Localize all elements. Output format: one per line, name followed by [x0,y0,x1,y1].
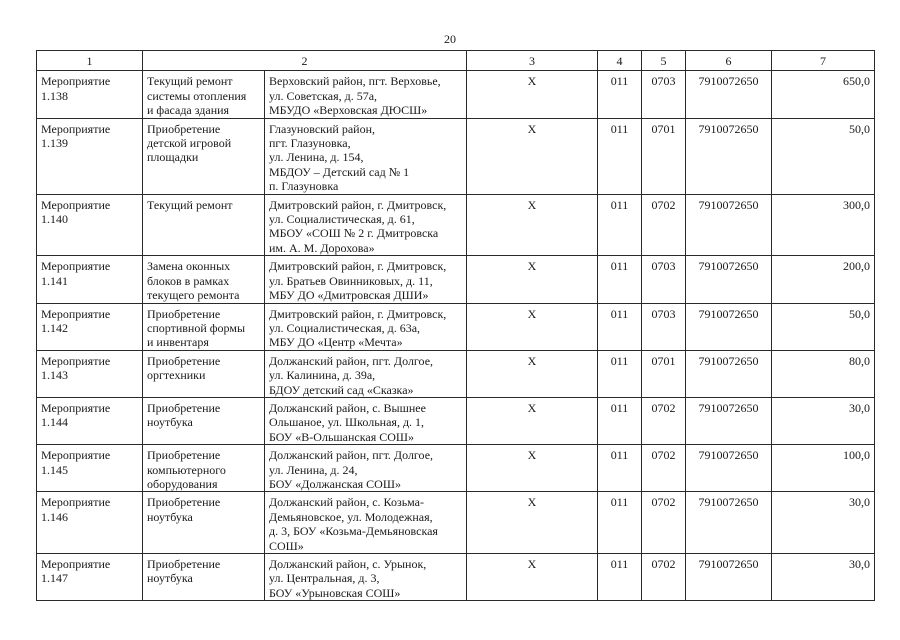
amount-cell: 30,0 [772,397,875,444]
col6-cell: 7910072650 [686,118,772,194]
header-cell-6: 6 [686,51,772,71]
col4-cell: 011 [598,303,642,350]
table-row [37,350,875,397]
address-cell-line: Глазуновский район, [269,121,376,136]
page-number: 20 [444,32,456,46]
col3-cell: X [467,194,598,256]
col5-cell: 0703 [642,303,686,350]
event-cell-line: 1.145 [41,462,68,477]
col5-cell: 0702 [642,492,686,554]
event-cell-line: 1.140 [41,212,68,227]
table-row [37,554,875,601]
col6-cell: 7910072650 [686,303,772,350]
address-cell-line: Должанский район, пгт. Долгое, [269,448,434,463]
amount-cell: 30,0 [772,492,875,554]
event-cell [37,445,143,492]
address-cell-line: БОУ «Урыновская СОШ» [269,585,401,600]
name-cell-line: Приобретение [147,448,221,463]
name-cell-line: и фасада здания [147,103,230,118]
event-cell-line: Мероприятие [41,74,111,89]
col4-cell: 011 [598,445,642,492]
address-cell-line: СОШ» [269,538,304,553]
event-cell-line: 1.147 [41,571,68,586]
col4-cell: 011 [598,397,642,444]
address-cell-line: ул. Центральная, д. 3, [269,571,380,586]
col3-cell: X [467,445,598,492]
name-cell [143,118,265,194]
col4-cell: 011 [598,71,642,118]
name-cell [143,397,265,444]
name-cell [143,492,265,554]
address-cell-line: ул. Ленина, д. 24, [269,462,358,477]
address-cell-line: Ольшаное, ул. Школьная, д. 1, [269,415,425,430]
header-cell-2: 2 [143,51,467,71]
col5-cell: 0701 [642,350,686,397]
address-cell-line: Дмитровский район, г. Дмитровск, [269,197,447,212]
col6-cell: 7910072650 [686,397,772,444]
address-cell-line: ул. Советская, д. 57а, [269,88,378,103]
col6-cell: 7910072650 [686,256,772,303]
col6-cell: 7910072650 [686,445,772,492]
address-cell [265,445,467,492]
address-cell-line: Должанский район, пгт. Долгое, [269,353,434,368]
name-cell-line: Приобретение [147,306,221,321]
name-cell-line: Приобретение [147,353,221,368]
col4-cell: 011 [598,492,642,554]
amount-cell: 80,0 [772,350,875,397]
amount-cell: 30,0 [772,554,875,601]
event-cell [37,554,143,601]
address-cell-line: БДОУ детский сад «Сказка» [269,382,414,397]
event-cell-line: 1.146 [41,509,68,524]
header-cell-7: 7 [772,51,875,71]
address-cell [265,71,467,118]
table-row [37,256,875,303]
col4-cell: 011 [598,350,642,397]
address-cell-line: Демьяновское, ул. Молодежная, [269,509,433,524]
table-row [37,445,875,492]
col3-cell: X [467,118,598,194]
col5-cell: 0703 [642,71,686,118]
budget-table [36,50,875,601]
name-cell-line: и инвентаря [147,335,209,350]
name-cell-line: системы отопления [147,88,247,103]
col6-cell: 7910072650 [686,71,772,118]
amount-cell: 300,0 [772,194,875,256]
event-cell [37,71,143,118]
address-cell-line: Должанский район, с. Урынок, [269,557,427,571]
col6-cell: 7910072650 [686,194,772,256]
event-cell-line: Мероприятие [41,400,111,415]
event-cell-line: 1.138 [41,88,68,103]
col6-cell: 7910072650 [686,350,772,397]
address-cell [265,118,467,194]
name-cell-line: ноутбука [147,571,193,586]
name-cell-line: ноутбука [147,509,193,524]
col5-cell: 0702 [642,397,686,444]
address-cell [265,397,467,444]
event-cell [37,194,143,256]
event-cell-line: Мероприятие [41,353,111,368]
address-cell [265,492,467,554]
table-row [37,71,875,118]
address-cell-line: МБОУ «СОШ № 2 г. Дмитровска [269,226,439,241]
address-cell-line: ул. Социалистическая, д. 63а, [269,320,421,335]
address-cell-line: МБУДО «Верховская ДЮСШ» [269,103,428,118]
name-cell [143,256,265,303]
col3-cell: X [467,492,598,554]
address-cell [265,350,467,397]
address-cell-line: им. А. М. Дорохова» [269,240,375,255]
col3-cell: X [467,397,598,444]
name-cell-line: ноутбука [147,415,193,430]
col3-cell: X [467,303,598,350]
address-cell-line: п. Глазуновка [269,179,339,194]
event-cell-line: 1.142 [41,320,68,335]
address-cell-line: д. 3, БОУ «Козьма-Демьяновская [269,524,438,539]
event-cell [37,492,143,554]
col5-cell: 0702 [642,554,686,601]
name-cell-line: площадки [147,150,199,165]
col5-cell: 0701 [642,118,686,194]
address-cell-line: МБУ ДО «Центр «Мечта» [269,335,403,350]
address-cell [265,256,467,303]
col4-cell: 011 [598,256,642,303]
name-cell-line: Приобретение [147,557,221,571]
address-cell-line: Должанский район, с. Козьма- [269,495,425,510]
amount-cell: 200,0 [772,256,875,303]
event-cell-line: 1.139 [41,136,68,151]
col3-cell: X [467,256,598,303]
col5-cell: 0702 [642,445,686,492]
address-cell [265,554,467,601]
amount-cell: 50,0 [772,303,875,350]
name-cell-line: детской игровой [147,136,232,151]
name-cell-line: текущего ремонта [147,288,240,303]
header-cell-1: 1 [37,51,143,71]
name-cell-line: оргтехники [147,368,206,383]
address-cell-line: ул. Социалистическая, д. 61, [269,212,415,227]
address-cell-line: ул. Калинина, д. 39а, [269,368,376,383]
event-cell [37,303,143,350]
event-cell-line: Мероприятие [41,121,111,136]
name-cell [143,303,265,350]
event-cell-line: 1.141 [41,273,68,288]
event-cell-line: Мероприятие [41,448,111,463]
event-cell [37,256,143,303]
name-cell-line: компьютерного [147,462,226,477]
col5-cell: 0702 [642,194,686,256]
address-cell-line: Дмитровский район, г. Дмитровск, [269,259,447,274]
amount-cell: 100,0 [772,445,875,492]
name-cell [143,554,265,601]
col3-cell: X [467,554,598,601]
event-cell-line: 1.144 [41,415,68,430]
col6-cell: 7910072650 [686,554,772,601]
name-cell [143,350,265,397]
address-cell-line: Должанский район, с. Вышнее [269,400,426,415]
header-row [37,51,875,71]
amount-cell: 50,0 [772,118,875,194]
col4-cell: 011 [598,194,642,256]
event-cell [37,397,143,444]
col3-cell: X [467,71,598,118]
address-cell-line: Верховский район, пгт. Верховье, [269,74,441,89]
header-cell-3: 3 [467,51,598,71]
name-cell-line: Замена оконных [147,259,231,274]
header-cell-4: 4 [598,51,642,71]
address-cell-line: МБУ ДО «Дмитровская ДШИ» [269,288,429,303]
header-cell-5: 5 [642,51,686,71]
event-cell-line: Мероприятие [41,495,111,510]
name-cell-line: Текущий ремонт [147,74,233,89]
name-cell [143,194,265,256]
address-cell-line: Дмитровский район, г. Дмитровск, [269,306,447,321]
event-cell [37,118,143,194]
event-cell-line: Мероприятие [41,259,111,274]
name-cell-line: Приобретение [147,400,221,415]
name-cell-line: Приобретение [147,495,221,510]
name-cell-line: блоков в рамках [147,273,230,288]
address-cell-line: ул. Братьев Овинниковых, д. 11, [269,273,433,288]
col4-cell: 011 [598,554,642,601]
amount-cell: 650,0 [772,71,875,118]
address-cell [265,194,467,256]
event-cell-line: Мероприятие [41,557,111,571]
address-cell [265,303,467,350]
address-cell-line: БОУ «Должанская СОШ» [269,476,401,491]
address-cell-line: ул. Ленина, д. 154, [269,150,364,165]
col4-cell: 011 [598,118,642,194]
table-body [37,71,875,601]
table-row [37,492,875,554]
name-cell [143,445,265,492]
event-cell [37,350,143,397]
name-cell-line: спортивной формы [147,320,246,335]
col5-cell: 0703 [642,256,686,303]
col3-cell: X [467,350,598,397]
table-row [37,397,875,444]
address-cell-line: МБДОУ – Детский сад № 1 [269,164,410,179]
col6-cell: 7910072650 [686,492,772,554]
table-row [37,194,875,256]
name-cell-line: Приобретение [147,121,221,136]
table-row [37,118,875,194]
address-cell-line: пгт. Глазуновка, [269,136,351,151]
event-cell-line: Мероприятие [41,306,111,321]
name-cell-line: Текущий ремонт [147,197,233,212]
name-cell-line: оборудования [147,476,218,491]
table-row [37,303,875,350]
address-cell-line: БОУ «В-Ольшанская СОШ» [269,429,415,444]
event-cell-line: 1.143 [41,368,68,383]
event-cell-line: Мероприятие [41,197,111,212]
name-cell [143,71,265,118]
